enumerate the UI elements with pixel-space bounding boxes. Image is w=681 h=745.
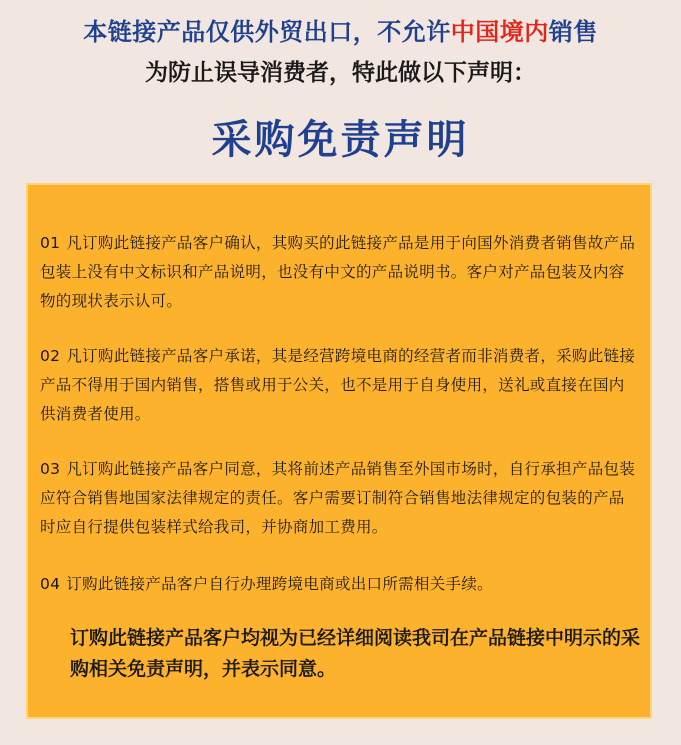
notice-highlight-text: 中国境内 — [450, 18, 549, 46]
item-text: 凡订购此链接产品客户承诺，其是经营跨境电商的经营者而非消费者，采购此链接产品不得用于国内销售，搭售或用于公关，也不是用于自身使用，送礼或直接在国内供消费者使用。 — [40, 347, 636, 423]
item-number: 03 — [40, 460, 61, 478]
item-number: 04 — [40, 575, 61, 593]
disclaimer-panel — [26, 183, 652, 719]
notice-line-1-start: 本链接产品仅供外贸出口，不允许 — [83, 18, 451, 46]
page-title: 采购免责声明 — [211, 117, 470, 163]
disclaimer-item — [40, 455, 640, 542]
item-text: 凡订购此链接产品客户确认，其购买的此链接产品是用于向国外消费者销售故产品包装上没有中文标识和产品说明，也没有中文的产品说明书。客户对产品包装及内容物的现状表示认可。 — [40, 234, 636, 310]
item-text: 订购此链接产品客户自行办理跨境电商或出口所需相关手续。 — [66, 575, 493, 593]
item-number: 01 — [40, 234, 61, 252]
item-text: 凡订购此链接产品客户同意，其将前述产品销售至外国市场时，自行承担产品包装应符合销售地国家法律规定的责任。客户需要订制符合销售地法律规定的包装的产品时应自行提供包装样式给我司，并协商加工费用。 — [40, 460, 636, 536]
disclaimer-item — [40, 229, 640, 316]
notice-line-1 — [0, 14, 681, 50]
disclaimer-item — [40, 342, 640, 429]
header — [0, 14, 681, 90]
notice-line-1-end: 销售 — [548, 18, 598, 46]
item-number: 02 — [40, 347, 61, 365]
disclaimer-item — [40, 570, 640, 599]
notice-line-2: 为防止误导消费者，特此做以下声明： — [145, 60, 536, 86]
closing-statement: 订购此链接产品客户均视为已经详细阅读我司在产品链接中明示的采购相关免责声明，并表示同意。 — [70, 627, 641, 680]
